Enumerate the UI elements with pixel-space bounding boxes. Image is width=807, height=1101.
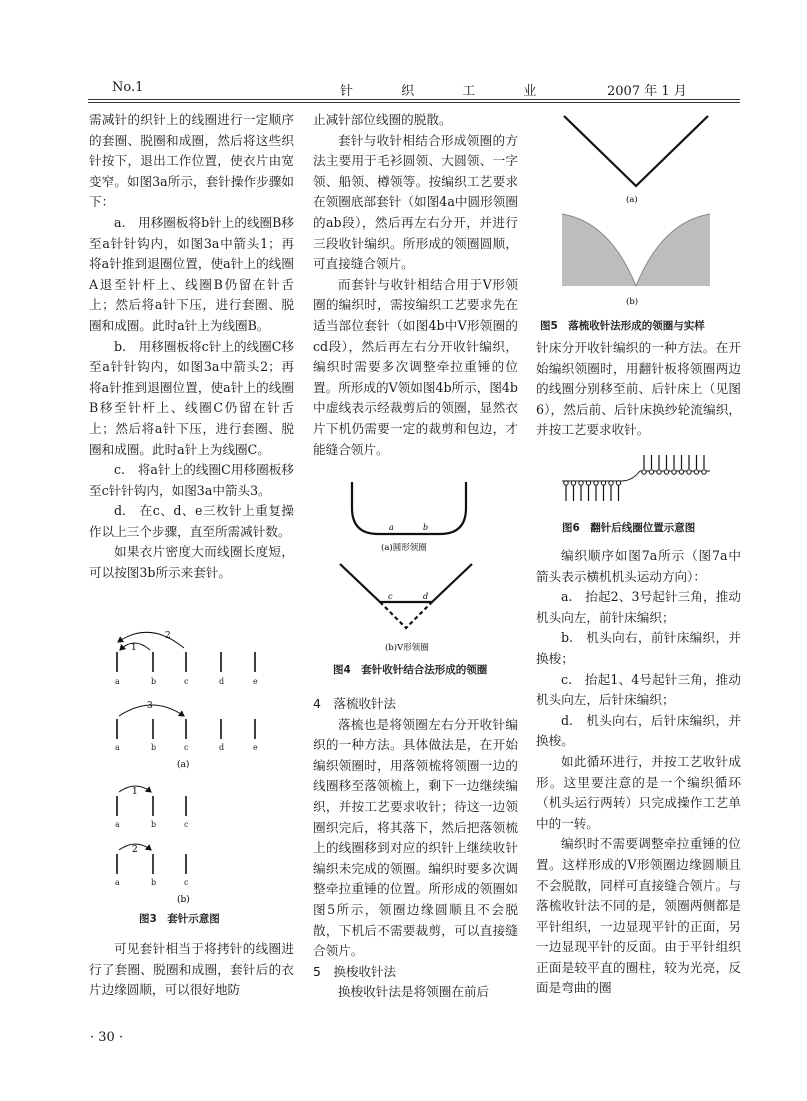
col3-step-a: a. 抬起2、3号起针三角，推动机头向左，前针床编织； <box>536 589 741 625</box>
col3-para-0: 针床分开收针编织的一种方法。在开始编织领圈时，用翻针板将领圈两边的线圈分别移至前、后针床上（见图6），然后前、后针床换纱轮流编织，并按工艺要求收针。 <box>536 340 741 438</box>
fig3b-row2 <box>117 854 186 874</box>
fig6-back-loop <box>601 481 605 485</box>
fig3b-arrow-2-label: 2 <box>132 845 138 855</box>
col2-sec4-text: 落梳也是将领圈左右分开收针编织的一种方法。具体做法是，在开始编织领圈时，用落领梳将领圈一边的线圈移至落领梳上，剩下一边继续编织，并按工艺要求收针；待这一边领圈织完后，将其落下，然后把落领梳上的线圈移到对应的织针上继续收针编织未完成的领圈。编织时要多次调整牵拉重锤的位置。所形成的领圈如图5所示，领圈边缘圆顺且不会脱散，下机后不需要裁剪，可以直接缝合领片。 <box>313 716 518 959</box>
col3-step-d: d. 机头向右，后针床编织，并换梭。 <box>536 712 741 749</box>
col1-step-d: d. 在c、d、e三枚针上重复操作以上三个步骤，直至所需减针数。 <box>89 503 294 539</box>
journal-title: 针 织 工 业 <box>340 84 559 99</box>
column-3-top <box>536 338 741 441</box>
fig4b-point-d: d <box>423 592 429 601</box>
fig3-letter: a <box>115 820 120 829</box>
fig6-back-loop <box>579 481 583 485</box>
column-1-bottom <box>89 939 294 1001</box>
fig6-back-loop <box>571 481 575 485</box>
fig3a-row1 <box>117 652 255 672</box>
fig6-back-loop <box>609 481 613 485</box>
col3-sequence-intro: 编织顺序如图7a所示（图7a中箭头表示横机机头运动方向）： <box>536 548 741 584</box>
col2-para-1: 套针与收针相结合形成领圈的方法主要用于毛衫圆领、大圆领、一字领、船领、樽领等。按编织工艺要求在领圈底部套针（如图4a中圆形领圈的ab段），然后再左右分开，并进行三段收针编织。所形成的领圈圆顺，可直接缝合领片。 <box>313 132 518 272</box>
figure-6-diagram <box>560 455 720 507</box>
figure-3-diagram <box>100 624 280 914</box>
figure-4-caption: 图4 套针收针结合法形成的领圈 <box>333 664 488 676</box>
fig5-sublabel-a: (a) <box>626 195 638 205</box>
fig6-front-loop <box>679 470 683 474</box>
fig6-back-loop <box>586 481 590 485</box>
fig4a-round-neckline <box>352 482 466 534</box>
figure-5-caption: 图5 落梳收针法形成的领圈与实样 <box>540 320 705 332</box>
fig6-front-loop <box>672 470 676 474</box>
figure-6-caption: 图6 翻针后线圈位置示意图 <box>562 522 696 534</box>
col1-para-end: 可见套针相当于将拷针的线圈进行了套圈、脱圈和成圈，套针后的衣片边缘圆顺，可以很好地防 <box>89 941 294 998</box>
fig3-letter: d <box>219 743 225 752</box>
fig3-sublabel-b: (b) <box>177 895 190 905</box>
column-3-bottom <box>536 546 741 999</box>
figure-5-diagram <box>560 110 720 310</box>
col3-step-c: c. 抬起1、4号起针三角，推动机头向左，后针床编织； <box>536 671 741 708</box>
fig6-back-loop <box>594 481 598 485</box>
fig4-sublabel-b: (b)V形领圈 <box>385 643 429 653</box>
fig3a-arrow-2 <box>118 632 184 648</box>
section-5-heading: 5 换梭收针法 <box>313 963 396 979</box>
header-rule-top <box>88 99 740 100</box>
col3-step-b: b. 机头向右，前针床编织，并换梭； <box>536 630 741 666</box>
fig4b-point-c: c <box>388 592 393 601</box>
fig4a-point-b: b <box>423 523 429 532</box>
fig3b-row1-letters <box>115 820 189 829</box>
col1-step-c: c. 将a针上的线圈C用移圈板移至c针针钩内，如图3a中箭头3。 <box>89 462 294 498</box>
page-number: · 30 · <box>90 1030 124 1045</box>
fig3a-row1-letters <box>115 677 258 686</box>
fig3-letter: b <box>151 743 157 752</box>
fig4a-point-a: a <box>389 523 394 532</box>
fig3-letter: c <box>184 677 189 686</box>
col2-para-0: 止减针部位线圈的脱散。 <box>313 112 452 127</box>
fig3a-arrow-3-label: 3 <box>147 701 153 711</box>
issue-date: 2007 年 1 月 <box>607 84 687 99</box>
section-4-heading: 4 落梳收针法 <box>313 696 396 711</box>
fig6-front-loop <box>694 470 698 474</box>
header-rule-bottom <box>88 102 740 103</box>
fig6-back-loop <box>616 481 620 485</box>
fig3b-arrow-1-label: 1 <box>132 787 138 797</box>
fig3-letter: d <box>219 677 225 686</box>
fig3-letter: c <box>184 878 189 887</box>
col1-step-a: a. 用移圈板将b针上的线圈B移至a针针钩内，如图3a中箭头1；再将a针推到退圈位置，使a针上的线圈A退至针杆上、线圈B仍留在针舌上；然后将a针下压，进行套圈、脱圈和成圈。此时a针上为线圈B。 <box>89 214 294 333</box>
fig3-letter: c <box>184 743 189 752</box>
fig3-letter: b <box>151 878 157 887</box>
col1-step-b: b. 用移圈板将c针上的线圈C移至a针针钩内，如图3a中箭头2；再将a针推到退圈位置，使a针上的线圈B移至针杆上、线圈C仍留在针舌上；然后将a针下压，进行套圈、脱圈和成圈。此时a针上为线圈C。 <box>89 338 294 457</box>
fig3-letter: a <box>115 677 120 686</box>
fig6-front-loop <box>664 470 668 474</box>
fig4b-v-neckline <box>340 564 472 602</box>
col2-sec5-text: 换梭收针法是将领圈在前后 <box>338 984 490 1000</box>
fig3b-row2-letters <box>115 878 189 887</box>
fig3a-row2 <box>117 719 255 739</box>
figure-4-diagram <box>330 478 490 656</box>
fig3-sublabel-a: (a) <box>177 760 190 770</box>
col3-para-cycle: 如此循环进行，并按工艺收针成形。这里要注意的是一个编织循环（机头运行两转）只完成操作工艺单中的一转。 <box>536 753 741 831</box>
fig4b-cut-line <box>380 602 432 628</box>
col2-para-2: 而套针与收针相结合用于V形领圈的编织时，需按编织工艺要求先在适当部位套针（如图4b中V形领圈的cd段），然后再左右分开收针编织，编织时需要多次调整牵拉重锤的位置。所形成的V领如图4b所示，图4b中虚线表示经裁剪后的领圈，显然衣片下机仍需要一定的裁剪和包边，才能缝合领片。 <box>313 276 518 457</box>
col1-para-0: 需减针的织针上的线圈进行一定顺序的套圈、脱圈和成圈，然后将这些织针按下，退出工作位置，使衣片由宽变窄。如图3a所示，套针操作步骤如下： <box>89 112 294 210</box>
fig6-front-loop <box>642 470 646 474</box>
fig6-front-loop <box>702 470 706 474</box>
fig6-front-loop <box>687 470 691 474</box>
fig3-letter: b <box>151 677 157 686</box>
fig3a-arrow-1-label: 1 <box>131 643 137 653</box>
column-2-top <box>313 110 518 460</box>
journal-issue: No.1 <box>112 80 144 95</box>
fig3a-arrow-2-label: 2 <box>165 631 171 641</box>
fig3a-row2-letters <box>115 743 258 752</box>
fig3-letter: c <box>184 820 189 829</box>
col1-para-3b: 如果衣片密度大而线圈长度短，可以按图3b所示来套针。 <box>89 544 294 581</box>
fig3-letter: a <box>115 878 120 887</box>
fig5-sublabel-b: (b) <box>626 297 639 307</box>
fig3b-row1 <box>117 796 186 816</box>
fig5a-v-neckline <box>564 116 708 186</box>
fig3-letter: b <box>151 820 157 829</box>
fig3-letter: a <box>115 743 120 752</box>
fig3-letter: e <box>253 677 258 686</box>
figure-3-caption: 图3 套针示意图 <box>139 913 220 925</box>
column-2-bottom <box>313 694 518 1003</box>
fig6-front-loop <box>649 470 653 474</box>
fig6-front-loop <box>657 470 661 474</box>
col3-para-end: 编织时不需要调整牵拉重锤的位置。这样形成的V形领圈边缘圆顺且不会脱散，同样可直接缝合领片。与落梳收针法不同的是，领圈两侧都是平针组织，一边显现平针的正面，另一边显现平针的反面。由于平针组织正面是较平直的圈柱，较为光亮，反面是弯曲的圈 <box>536 836 741 996</box>
fig4-sublabel-a: (a)圆形领圈 <box>381 543 427 553</box>
fig3-letter: e <box>253 743 258 752</box>
fig6-back-loop <box>564 481 568 485</box>
column-1 <box>89 110 294 584</box>
